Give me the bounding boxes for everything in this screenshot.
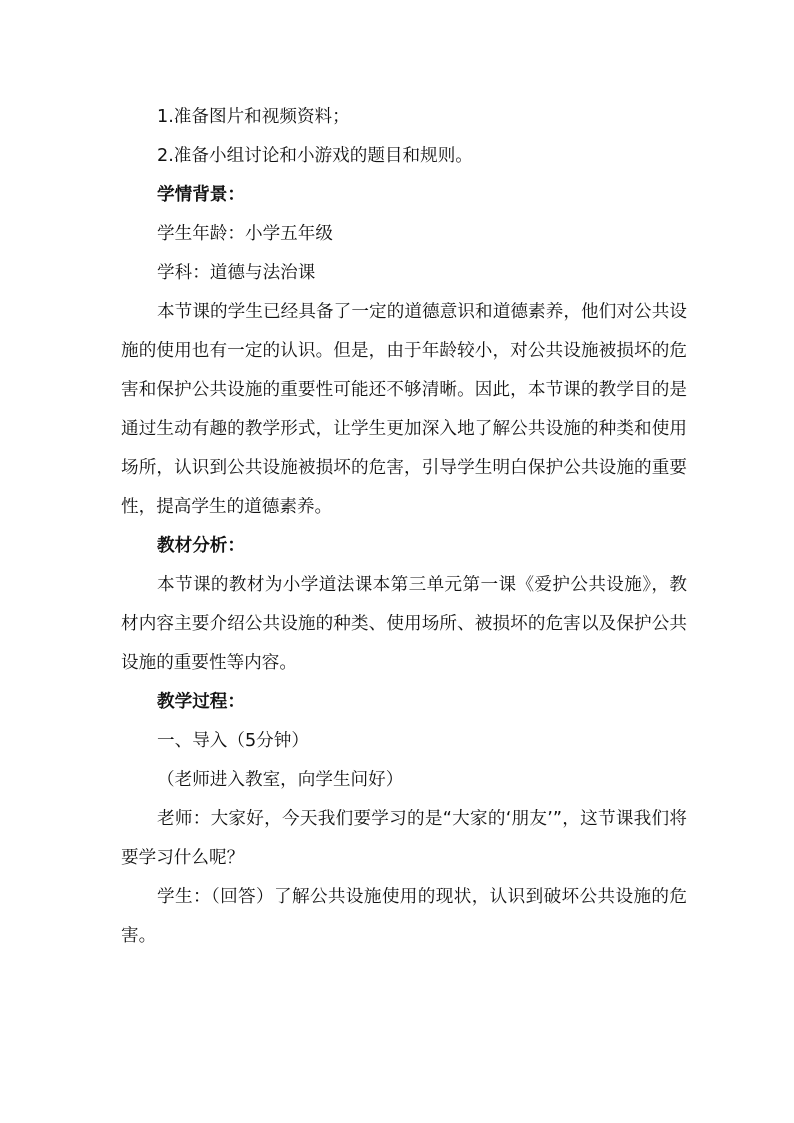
paragraph-teacher-enters: （老师进入教室，向学生问好）	[157, 770, 404, 790]
heading-textbook-analysis: 教材分析：	[157, 536, 245, 556]
paragraph-student-age: 学生年龄：小学五年级	[157, 224, 333, 244]
heading-teaching-process: 教学过程：	[157, 692, 245, 712]
paragraph-student-answer: 学生：（回答）了解公共设施使用的现状，认识到破坏公共设施的危害。	[121, 887, 687, 946]
paragraph-teacher-speech: 老师：大家好，今天我们要学习的是“大家的‘朋友’”，这节课我们将要学习什么呢？	[121, 809, 687, 868]
paragraph-subject: 学科：道德与法治课	[157, 263, 316, 283]
paragraph-intro-section: 一、导入（5分钟）	[157, 731, 309, 751]
paragraph-prep-1: 1.准备图片和视频资料；	[157, 107, 350, 127]
heading-student-background: 学情背景：	[157, 185, 245, 205]
paragraph-textbook-body: 本节课的教材为小学道法课本第三单元第一课《爱护公共设施》，教材内容主要介绍公共设施的种类、使用场所、被损坏的危害以及保护公共设施的重要性等内容。	[121, 575, 687, 673]
paragraph-background-body: 本节课的学生已经具备了一定的道德意识和道德素养，他们对公共设施的使用也有一定的认识。但是，由于年龄较小，对公共设施被损坏的危害和保护公共设施的重要性可能还不够清晰。因此，本节课的教学目的是通过生动有趣的教学形式，让学生更加深入地了解公共设施的种类和使用场所，认识到公共设施被损坏的危害，引导学生明白保护公共设施的重要性，提高学生的道德素养。	[121, 302, 687, 517]
paragraph-prep-2: 2.准备小组讨论和小游戏的题目和规则。	[157, 146, 473, 166]
document-body	[121, 98, 687, 956]
